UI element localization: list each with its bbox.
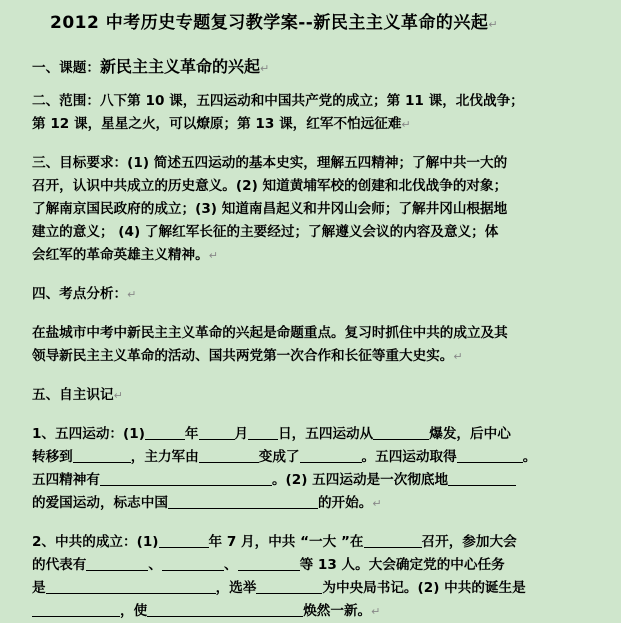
question-may-fourth: 1、五四运动：(1) 年 月 日，五四运动从 爆发，后中心 转移到 ，主力军由 变成了 。五四运动取得 。 五四精神有 。(2) 五四运动是一次彻底地 的爱国运动，标志中国 的开始。↵ bbox=[32, 426, 537, 511]
blank[interactable] bbox=[147, 601, 303, 617]
blank[interactable] bbox=[159, 532, 209, 548]
section-objectives: 三、目标要求：(1) 简述五四运动的基本史实，理解五四精神；了解中共一大的 召开，认识中共成立的历史意义。(2) 知道黄埔军校的创建和北伐战争的对象； 了解南京国民政府的成立；(3) 知道南昌起义和井冈山会师；了解井冈山根据地 建立的意义； (4) 了解红军长征的主要经过；了解遵义会议的内容及意义；体 会红军的革命英雄主义精神。↵ bbox=[32, 155, 508, 263]
blank[interactable] bbox=[199, 424, 235, 440]
blank[interactable] bbox=[86, 555, 148, 571]
section-analysis-heading: 四、考点分析：↵ bbox=[32, 286, 137, 302]
blank[interactable] bbox=[32, 601, 120, 617]
paragraph-mark: ↵ bbox=[488, 18, 499, 31]
blank[interactable] bbox=[73, 447, 131, 463]
section-recall-heading: 五、自主识记↵ bbox=[32, 387, 123, 403]
blank[interactable] bbox=[162, 555, 224, 571]
blank[interactable] bbox=[145, 424, 185, 440]
blank[interactable] bbox=[300, 447, 362, 463]
blank[interactable] bbox=[248, 424, 278, 440]
blank[interactable] bbox=[448, 470, 516, 486]
document-title: 2012 中考历史专题复习教学案--新民主主义革命的兴起↵ bbox=[50, 13, 499, 33]
topic-title: 新民主主义革命的兴起 bbox=[99, 57, 260, 76]
blank[interactable] bbox=[168, 493, 318, 509]
section-scope: 二、范围：八下第 10 课，五四运动和中国共产党的成立；第 11 课，北伐战争； 第 12 课，星星之火，可以燎原；第 13 课，红军不怕远征难↵ bbox=[32, 93, 524, 132]
blank[interactable] bbox=[46, 578, 216, 594]
blank[interactable] bbox=[199, 447, 259, 463]
blank[interactable] bbox=[256, 578, 322, 594]
blank[interactable] bbox=[457, 447, 523, 463]
blank[interactable] bbox=[238, 555, 300, 571]
blank[interactable] bbox=[373, 424, 429, 440]
question-party-founding: 2、中共的成立：(1) 年 7 月，中共 “一大 ”在 召开，参加大会 的代表有 、 、 等 13 人。大会确定党的中心任务 是 ，选举 为中央局书记。(2) 中共的诞生是 ，使 焕然一新。↵ bbox=[32, 534, 526, 619]
blank[interactable] bbox=[364, 532, 422, 548]
section-topic: 一、课题：新民主主义革命的兴起↵ bbox=[32, 57, 270, 76]
analysis-paragraph: 在盐城市中考中新民主主义革命的兴起是命题重点。复习时抓住中共的成立及其 领导新民主主义革命的活动、国共两党第一次合作和长征等重大史实。↵ bbox=[32, 325, 508, 364]
blank[interactable] bbox=[100, 470, 272, 486]
